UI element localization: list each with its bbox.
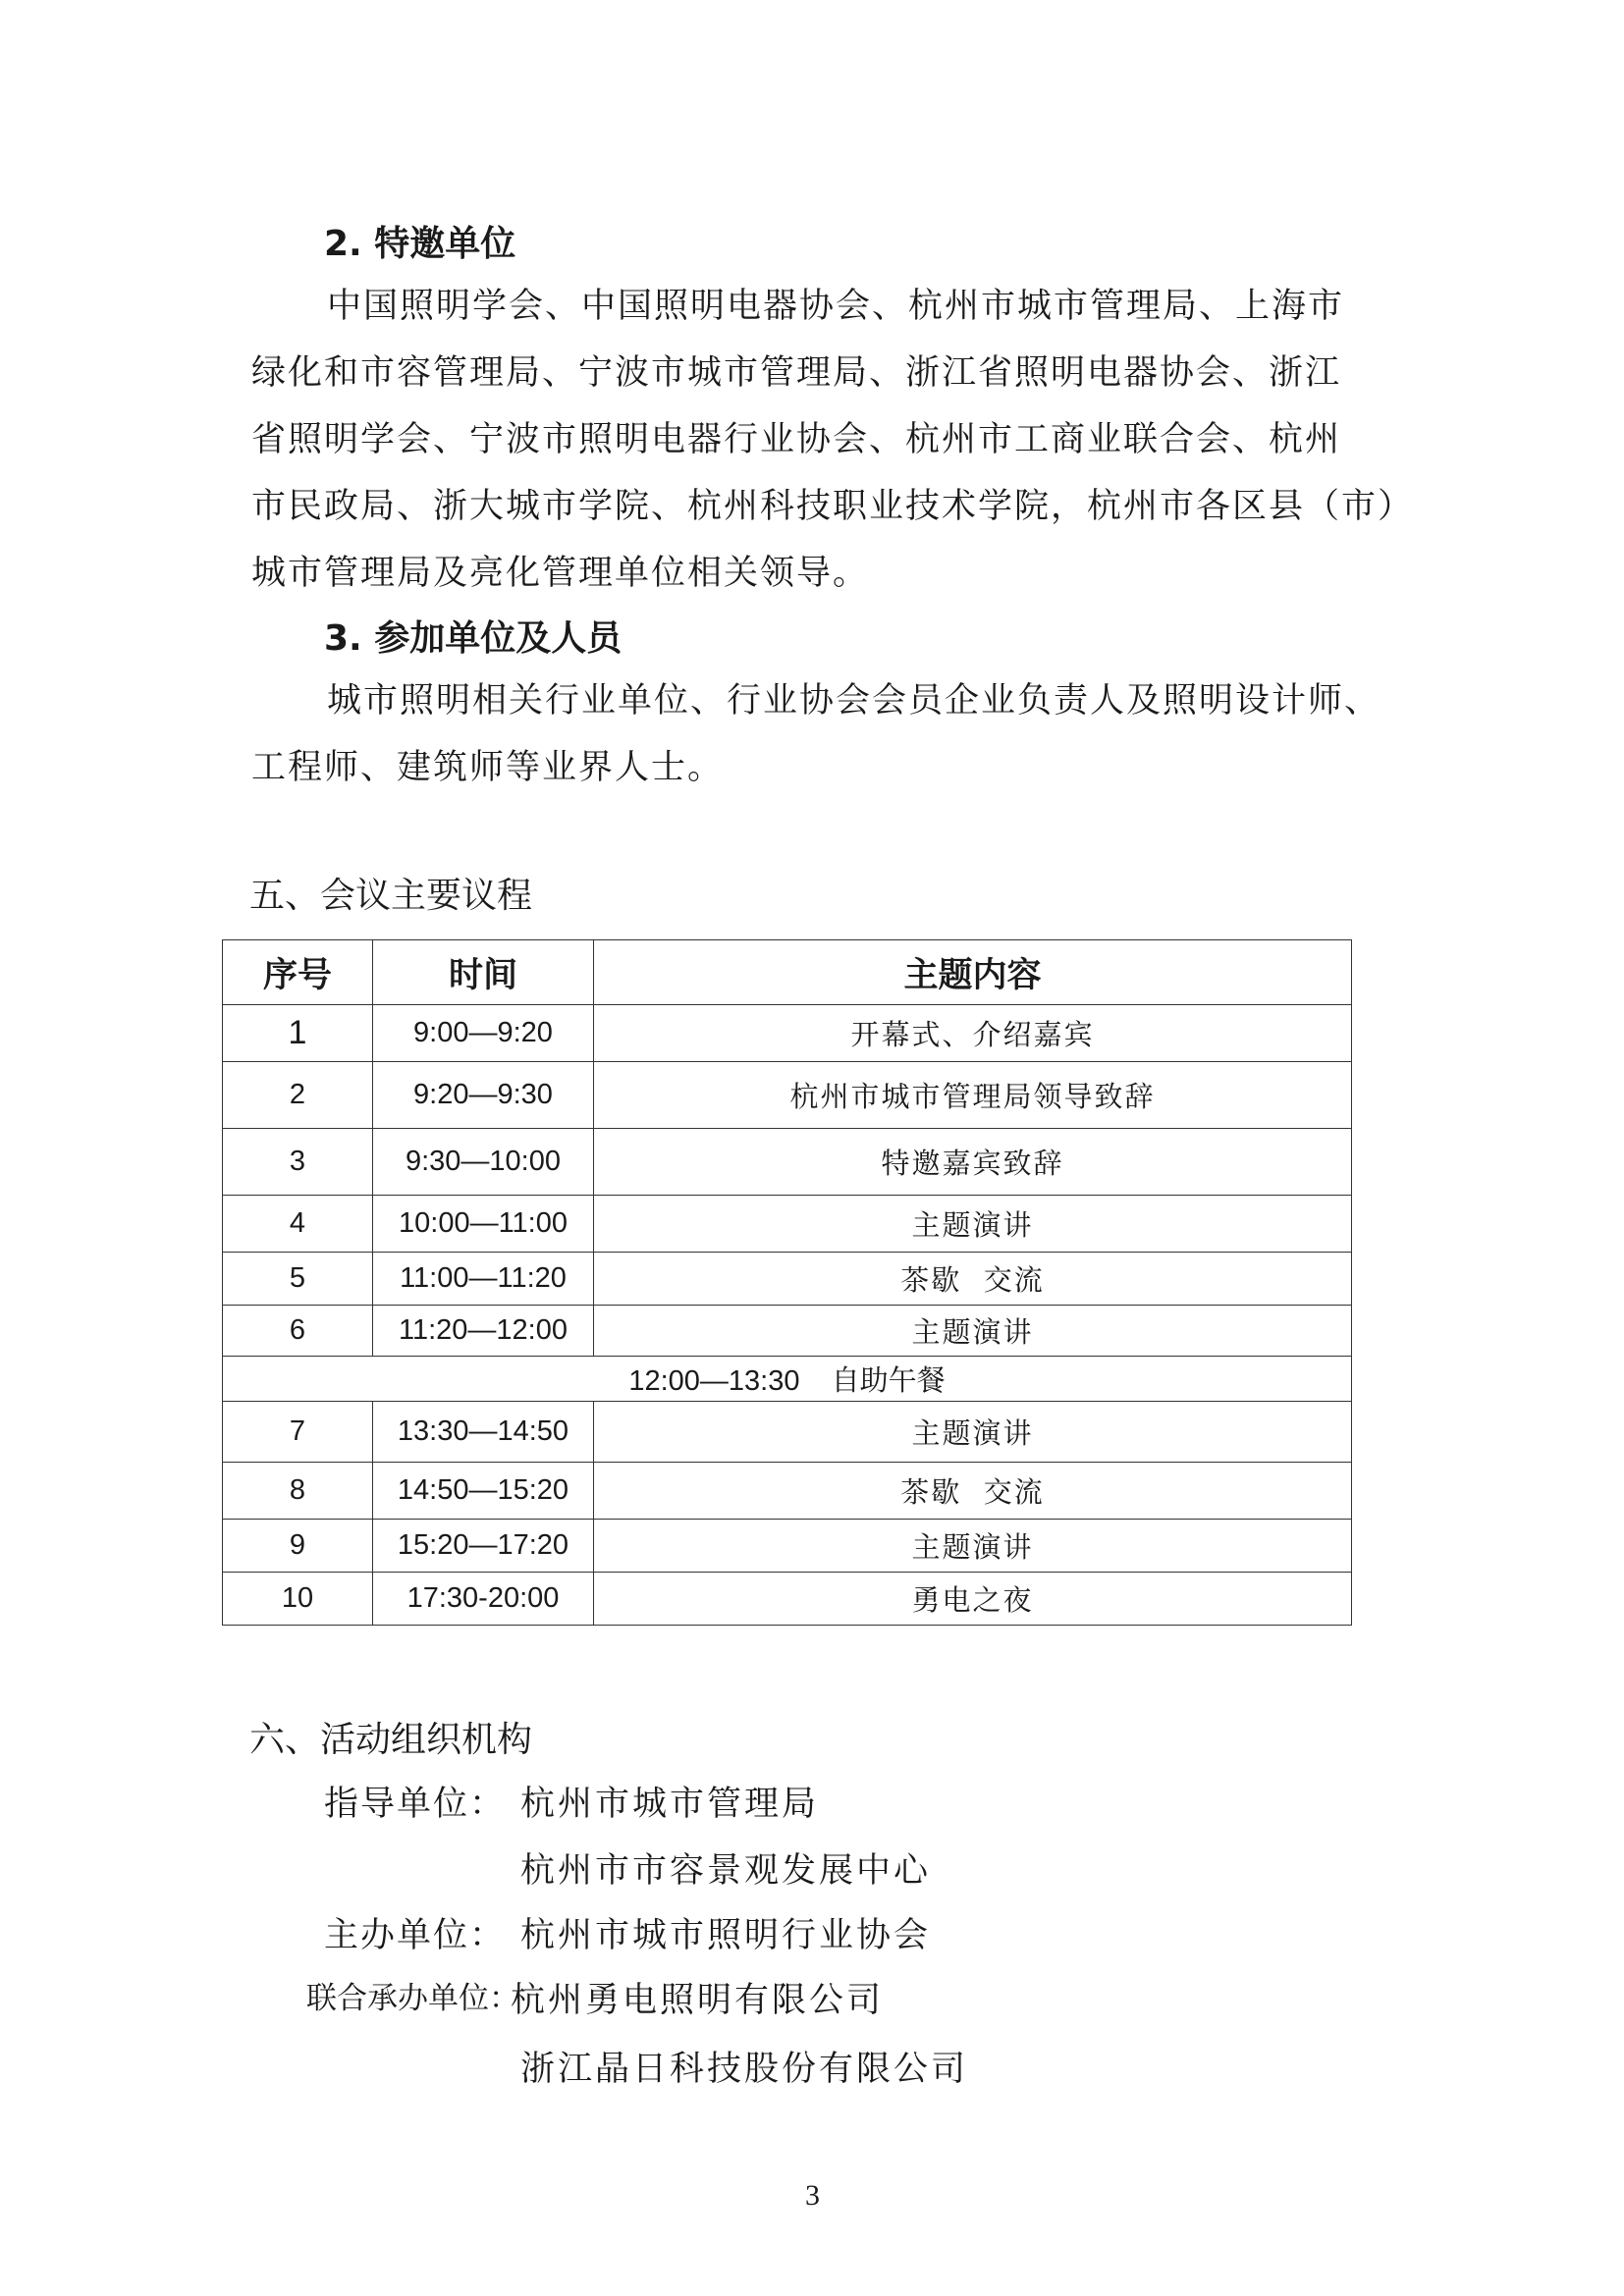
row-topic: 杭州市城市管理局领导致辞 (594, 1062, 1352, 1129)
section-participants-body (0, 0, 1624, 805)
row-topic: 开幕式、介绍嘉宾 (594, 1005, 1352, 1062)
section-participants-heading: 3. 参加单位及人员 (324, 618, 623, 659)
table-row (223, 1005, 1352, 1062)
row-time: 13:30—14:50 (373, 1402, 594, 1463)
row-time: 9:20—9:30 (373, 1062, 594, 1129)
co-value: 浙江晶日科技股份有限公司 (520, 2050, 969, 2089)
agenda-table (222, 939, 1352, 1626)
co-value: 杭州勇电照明有限公司 (511, 1981, 885, 2020)
table-row (223, 1306, 1352, 1357)
table-row (223, 1520, 1352, 1573)
lunch-cell: 12:00—13:30 自助午餐 (223, 1357, 1352, 1402)
row-no: 4 (223, 1196, 373, 1253)
section-agenda-heading: 五、会议主要议程 (249, 876, 533, 916)
invited-line: 城市管理局及亮化管理单位相关领导。 (251, 554, 870, 593)
row-topic: 主题演讲 (594, 1520, 1352, 1573)
participants-line: 城市照明相关行业单位、行业协会会员企业负责人及照明设计师、 (327, 681, 1381, 721)
column-header-time: 时间 (373, 940, 594, 1005)
host-label: 主办单位： (324, 1916, 507, 1955)
table-row (223, 1463, 1352, 1520)
row-no: 8 (223, 1463, 373, 1520)
row-no: 1 (223, 1005, 373, 1062)
host-value: 杭州市城市照明行业协会 (520, 1916, 932, 1955)
row-no: 2 (223, 1062, 373, 1129)
agenda-header-row (223, 940, 1352, 1005)
row-topic: 茶歇 交流 (594, 1463, 1352, 1520)
lunch-row (223, 1357, 1352, 1402)
invited-line: 绿化和市容管理局、宁波市城市管理局、浙江省照明电器协会、浙江 (251, 353, 1342, 393)
section-invited-heading: 2. 特邀单位 (324, 224, 516, 264)
invited-line: 市民政局、浙大城市学院、杭州科技职业技术学院，杭州市各区县（市） (251, 487, 1415, 526)
row-no: 9 (223, 1520, 373, 1573)
participants-line: 工程师、建筑师等业界人士。 (251, 748, 725, 787)
row-time: 15:20—17:20 (373, 1520, 594, 1573)
row-time: 17:30-20:00 (373, 1573, 594, 1626)
row-time: 11:00—11:20 (373, 1253, 594, 1306)
row-no: 10 (223, 1573, 373, 1626)
row-topic: 茶歇 交流 (594, 1253, 1352, 1306)
row-no: 7 (223, 1402, 373, 1463)
row-topic: 主题演讲 (594, 1402, 1352, 1463)
row-topic: 主题演讲 (594, 1306, 1352, 1357)
row-topic: 勇电之夜 (594, 1573, 1352, 1626)
row-time: 10:00—11:00 (373, 1196, 594, 1253)
invited-line: 省照明学会、宁波市照明电器行业协会、杭州市工商业联合会、杭州 (251, 420, 1342, 459)
row-no: 5 (223, 1253, 373, 1306)
row-topic: 特邀嘉宾致辞 (594, 1129, 1352, 1196)
row-topic: 主题演讲 (594, 1196, 1352, 1253)
table-row (223, 1196, 1352, 1253)
guide-value: 杭州市城市管理局 (520, 1785, 820, 1824)
guide-value: 杭州市市容景观发展中心 (520, 1851, 932, 1891)
row-no: 6 (223, 1306, 373, 1357)
row-time: 11:20—12:00 (373, 1306, 594, 1357)
table-row (223, 1253, 1352, 1306)
column-header-no: 序号 (223, 940, 373, 1005)
row-time: 14:50—15:20 (373, 1463, 594, 1520)
row-no: 3 (223, 1129, 373, 1196)
table-row (223, 1129, 1352, 1196)
table-row (223, 1573, 1352, 1626)
table-row (223, 1402, 1352, 1463)
invited-line: 中国照明学会、中国照明电器协会、杭州市城市管理局、上海市 (327, 287, 1345, 326)
page-number: 3 (805, 2179, 820, 2212)
co-label: 联合承办单位： (306, 1981, 519, 2016)
section-org-heading: 六、活动组织机构 (249, 1720, 533, 1760)
row-time: 9:30—10:00 (373, 1129, 594, 1196)
table-row (223, 1062, 1352, 1129)
guide-label: 指导单位： (324, 1785, 507, 1824)
column-header-topic: 主题内容 (594, 940, 1352, 1005)
row-time: 9:00—9:20 (373, 1005, 594, 1062)
